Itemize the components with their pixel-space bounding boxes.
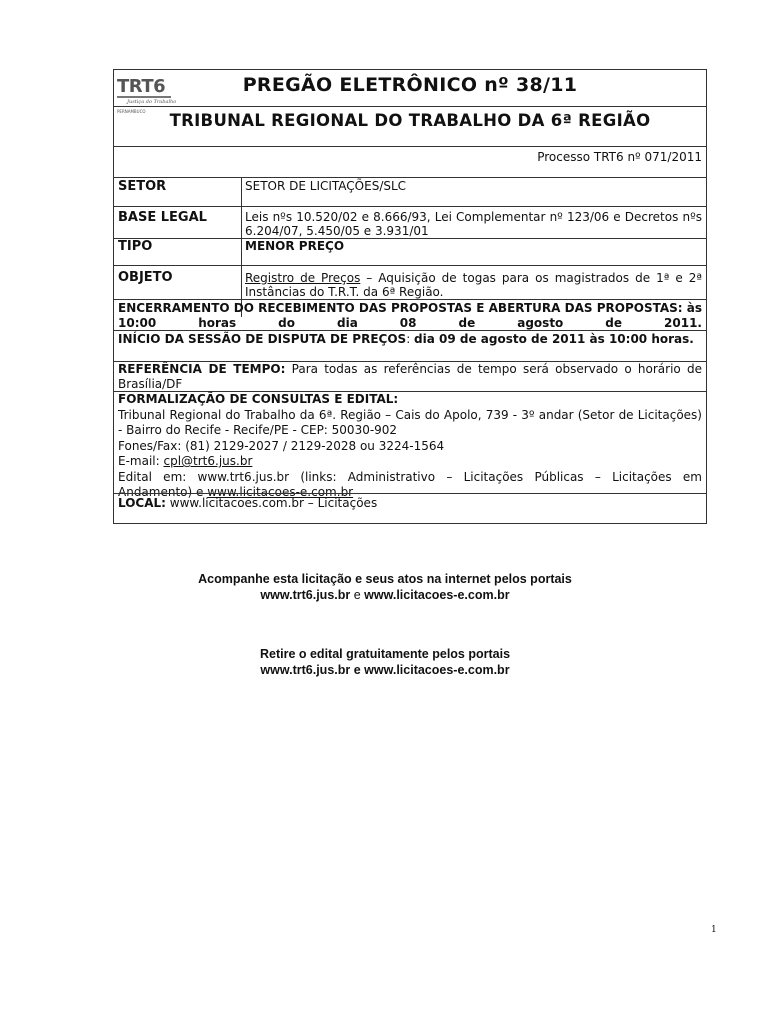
email-link[interactable]: cpl@trt6.jus.br: [163, 454, 253, 468]
page-title: PREGÃO ELETRÔNICO nº 38/11: [242, 74, 578, 96]
divider: [114, 330, 706, 331]
notice-retire: [0, 646, 770, 678]
edital-text: Edital em: www.trt6.jus.br (links: Administrativo – Licitações Públicas – Licitações em Andamento) e: [118, 469, 702, 499]
local-label: LOCAL:: [118, 496, 166, 510]
logo-text: TRT6: [117, 76, 166, 97]
referencia-tempo: [118, 362, 702, 392]
local: [118, 496, 702, 511]
notice-acompanhe-sites: [0, 587, 770, 603]
objeto-value: [245, 271, 702, 299]
page-number: 1: [711, 925, 717, 935]
site-licitacoes: www.licitacoes-e.com.br: [364, 588, 510, 602]
local-value: www.licitacoes.com.br – Licitações: [165, 496, 378, 510]
base-legal-label: BASE LEGAL: [118, 210, 207, 225]
tribunal-name: TRIBUNAL REGIONAL DO TRABALHO DA 6ª REGIÃO: [169, 111, 651, 130]
setor-value: SETOR DE LICITAÇÕES/SLC: [245, 179, 407, 193]
column-divider: [241, 177, 242, 317]
divider: [114, 206, 706, 207]
divider: [114, 299, 706, 300]
notice-retire-sites: www.trt6.jus.br e www.licitacoes-e.com.br: [260, 663, 510, 677]
inicio-separator: :: [406, 332, 415, 346]
referencia-label: REFERÊNCIA DE TEMPO:: [118, 362, 286, 376]
email-line: [118, 454, 702, 470]
tipo-value: MENOR PREÇO: [245, 239, 345, 253]
site-trt6: www.trt6.jus.br: [260, 588, 351, 602]
logo-region: PERNAMBUCO: [117, 109, 146, 114]
divider: [114, 265, 706, 266]
phones: Fones/Fax: (81) 2129-2027 / 2129-2028 ou 3224-1564: [118, 438, 445, 453]
divider: [114, 106, 706, 107]
divider: [114, 493, 706, 494]
registro-precos-link[interactable]: Registro de Preços: [245, 271, 361, 285]
email-label: E-mail:: [118, 454, 164, 468]
formalizacao-label: FORMALIZAÇÃO DE CONSULTAS E EDITAL:: [118, 392, 399, 406]
divider: [114, 177, 706, 178]
site-conjunction: e: [350, 588, 365, 602]
tipo-label: TIPO: [118, 239, 153, 254]
processo-number: Processo TRT6 nº 071/2011: [537, 150, 702, 164]
logo-subtext: Justiça do Trabalho: [127, 99, 177, 105]
encerramento-text: ENCERRAMENTO DO RECEBIMENTO DAS PROPOSTAS E ABERTURA DAS PROPOSTAS: às 10:00 horas do dia 08 de agosto de 2011.: [118, 301, 702, 330]
inicio-sessao: [118, 332, 702, 347]
licitacoes-link[interactable]: www.licitacoes-e.com.br: [207, 485, 354, 499]
objeto-label: OBJETO: [118, 270, 173, 285]
notice-acompanhe: [0, 571, 770, 603]
setor-label: SETOR: [118, 179, 167, 194]
objeto-text: – Aquisição de togas para os magistrados de 1ª e 2ª Instâncias do T.R.T. da 6ª Região.: [245, 271, 702, 299]
inicio-label: INÍCIO DA SESSÃO DE DISPUTA DE PREÇOS: [118, 332, 407, 346]
edital-summary-table: [113, 69, 707, 524]
inicio-value: dia 09 de agosto de 2011 às 10:00 horas.: [414, 332, 694, 346]
formalizacao: [118, 392, 702, 501]
tribunal-address: Tribunal Regional do Trabalho da 6ª. Região – Cais do Apolo, 739 - 3º andar (Setor de Licitações) - Bairro do Recife - Recife/PE - CEP: 50030-902: [118, 407, 702, 437]
notice-retire-line: Retire o edital gratuitamente pelos portais: [259, 647, 511, 661]
notice-acompanhe-line: Acompanhe esta licitação e seus atos na internet pelos portais: [198, 572, 572, 586]
divider: [114, 146, 706, 147]
base-legal-value: Leis nºs 10.520/02 e 8.666/93, Lei Complementar nº 123/06 e Decretos nºs 6.204/07, 5.450/05 e 3.931/01: [245, 210, 702, 238]
referencia-value: Para todas as referências de tempo será observado o horário de Brasília/DF: [118, 362, 703, 391]
